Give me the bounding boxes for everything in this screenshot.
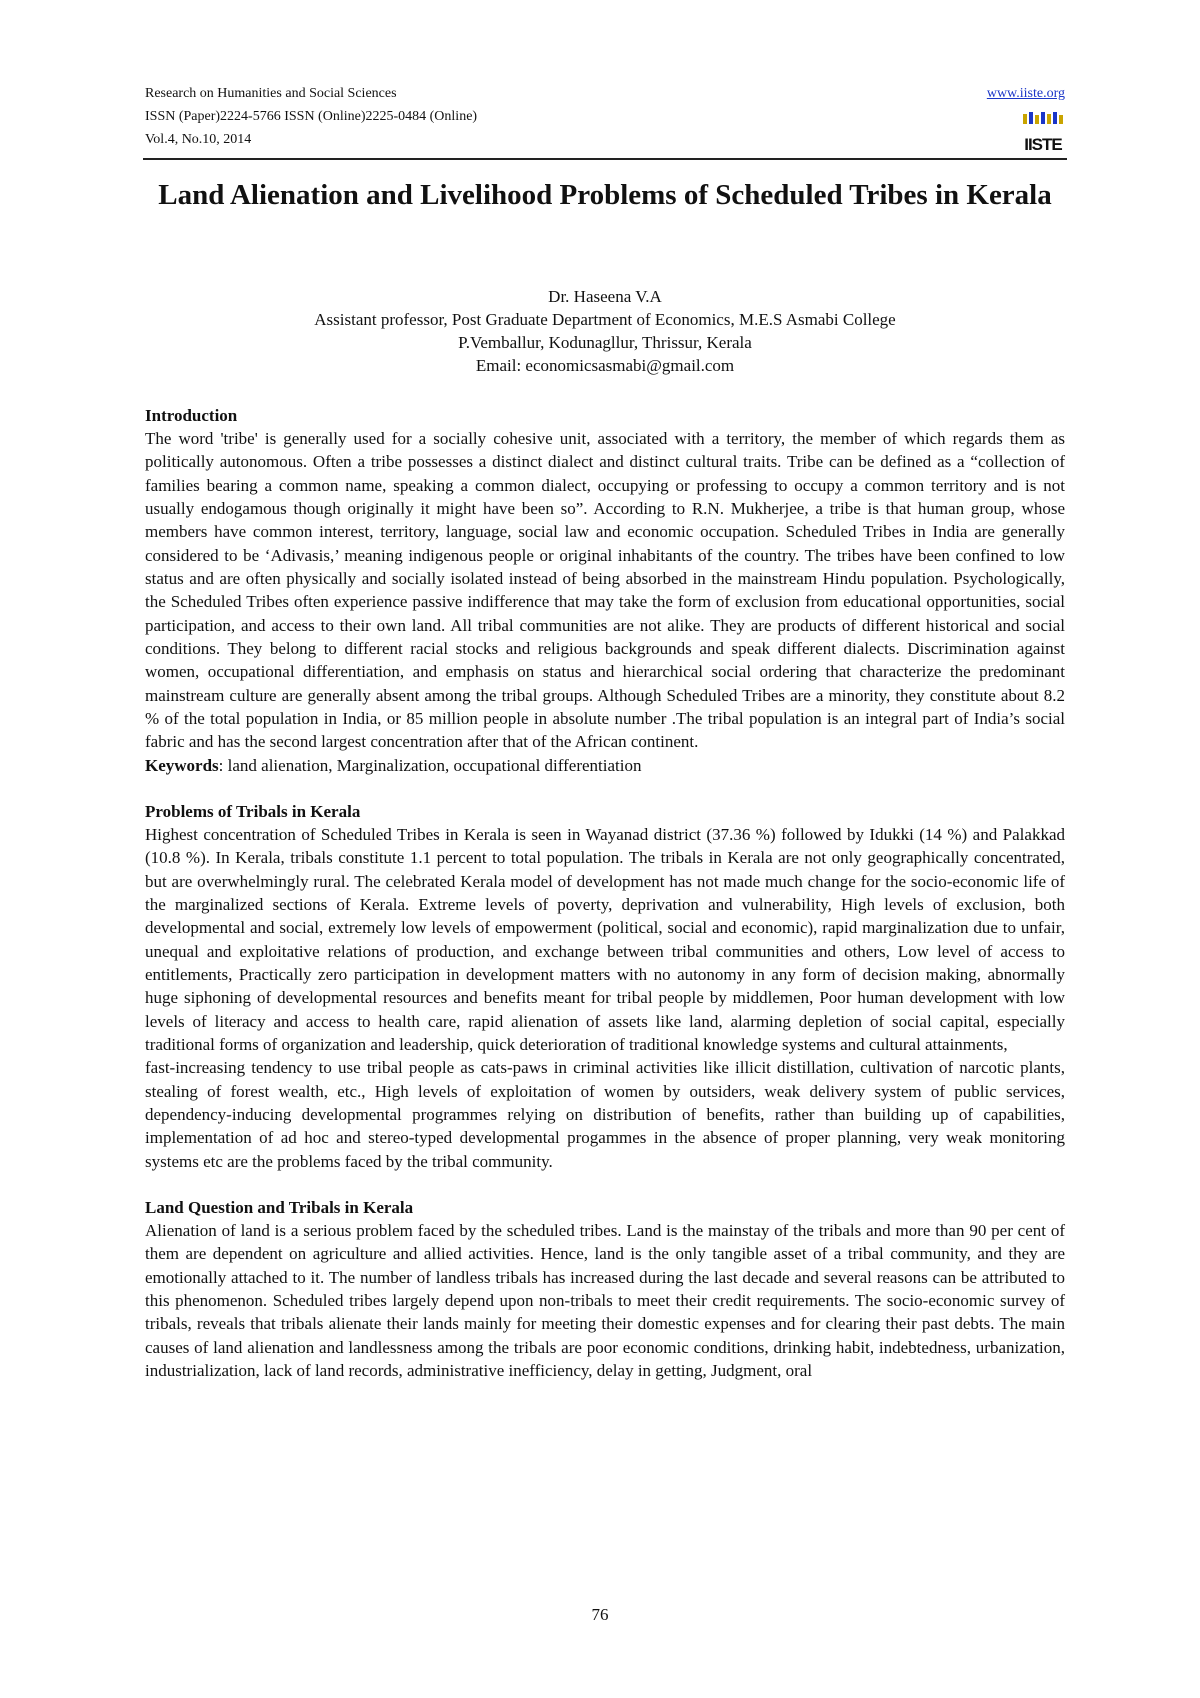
journal-volume: Vol.4, No.10, 2014 — [145, 132, 252, 147]
author-name: Dr. Haseena V.A — [548, 287, 662, 306]
page-number: 76 — [591, 1605, 609, 1624]
header-rule — [143, 158, 1067, 160]
section-heading-land-question: Land Question and Tribals in Kerala — [145, 1197, 414, 1217]
author-affiliation: Assistant professor, Post Graduate Department of Economics, M.E.S Asmabi College — [314, 310, 896, 329]
introduction-paragraph: The word 'tribe' is generally used for a socially cohesive unit, associated with a territory, the member of which regards them as politically autonomous. Often a tribe possesses a distinct dialect and distinct cultural traits. Tribe can be defined as a “collection of families bearing a common name, speaking a common dialect, occupying or professing to occupy a common territory and is not usually endogamous though originally it might have been so”. According to R.N. Mukherjee, a tribe is that human group, whose members have common interest, territory, language, social law and economic occupation. Scheduled Tribes in India are generally considered to be ‘Adivasis,’ meaning indigenous people or original inhabitants of the country. The tribes have been confined to low status and are often physically and socially isolated instead of being absorbed in the mainstream Hindu population. Psychologically, the Scheduled Tribes often experience passive indifference that may take the form of exclusion from educational opportunities, social participation, and access to their own land. All tribal communities are not alike. They are products of different historical and social conditions. They belong to different racial stocks and religious backgrounds and speak different dialects. Discrimination against women, occupational differentiation, and emphasis on status and hierarchical social ordering that characterize the predominant mainstream culture are generally absent among the tribal groups. Although Scheduled Tribes are a minority, they constitute about 8.2 % of the total population in India, or 85 million people in absolute number .The tribal population is an integral part of India’s social fabric and has the second largest concentration after that of the African continent. — [145, 429, 1065, 752]
journal-header — [145, 82, 1065, 158]
paper-title: Land Alienation and Livelihood Problems of Scheduled Tribes in Kerala — [158, 179, 1052, 211]
author-address: P.Vemballur, Kodunagllur, Thrissur, Kerala — [458, 333, 752, 352]
author-block — [145, 285, 1065, 377]
journal-url-link[interactable]: www.iiste.org — [986, 86, 1065, 101]
section-heading-introduction: Introduction — [145, 406, 238, 425]
logo-lettering: IISTE — [1024, 135, 1062, 154]
problems-paragraph-1: Highest concentration of Scheduled Tribes in Kerala is seen in Wayanad district (37.36 %) followed by Idukki (14 %) and Palakkad (10.8 %). In Kerala, tribals constitute 1.1 percent to total population. The tribals in Kerala are not only geographically concentrated, but are overwhelmingly rural. The celebrated Kerala model of development has not made much change for the socio-economic life of the marginalized sections of Kerala. Extreme levels of poverty, deprivation and vulnerability, High levels of exclusion, both developmental and social, extremely low levels of empowerment (political, social and economic), rapid marginalization due to unfair, unequal and exploitative relations of production, and exchange between tribal communities and others, Low level of access to entitlements, Practically zero participation in development matters with no autonomy in any form of decision making, abnormally huge siphoning of developmental resources and benefits meant for tribal people by middlemen, Poor human development with low levels of literacy and access to health care, rapid alienation of assets like land, alarming depletion of social capital, especially traditional forms of organization and leadership, quick deterioration of traditional knowledge systems and cultural attainments, — [145, 824, 1065, 1054]
iiste-logo-icon — [1021, 112, 1065, 154]
section-heading-problems: Problems of Tribals in Kerala — [145, 801, 361, 821]
land-question-paragraph: Alienation of land is a serious problem faced by the scheduled tribes. Land is the mainstay of the tribals and more than 90 per cent of them are dependent on agriculture and allied activities. Hence, land is the only tangible asset of a tribal community, and they are emotionally attached to it. The number of landless tribals has increased during the last decade and several reasons can be attributed to this phenomenon. Scheduled tribes largely depend upon non-tribals to meet their credit requirements. The socio-economic survey of tribals, reveals that tribals alienate their lands mainly for meeting their domestic expenses and for clearing their past debts. The main causes of land alienation and landlessness among the tribals are poor economic conditions, drinking habit, indebtedness, urbanization, industrialization, lack of land records, administrative inefficiency, delay in getting, Judgment, oral — [145, 1220, 1065, 1381]
journal-name: Research on Humanities and Social Sciences — [145, 86, 397, 101]
problems-paragraph-2: fast-increasing tendency to use tribal people as cats-paws in criminal activities like illicit distillation, cultivation of narcotic plants, stealing of forest wealth, etc., High levels of exploitation of women by outsiders, weak delivery system of public services, dependency-inducing developmental programmes relying on distribution of benefits, rather than building up of capabilities, implementation of ad hoc and stereo-typed developmental progammes in the absence of proper planning, very weak monitoring systems etc are the problems faced by the tribal community. — [145, 1058, 1065, 1171]
journal-issn: ISSN (Paper)2224-5766 ISSN (Online)2225-0484 (Online) — [145, 109, 478, 124]
paper-body — [145, 404, 1065, 1382]
author-email: Email: economicsasmabi@gmail.com — [475, 356, 735, 375]
keywords-line — [145, 754, 1065, 777]
keywords-text: : land alienation, Marginalization, occupational differentiation — [218, 755, 642, 775]
keywords-label: Keywords — [145, 755, 219, 775]
